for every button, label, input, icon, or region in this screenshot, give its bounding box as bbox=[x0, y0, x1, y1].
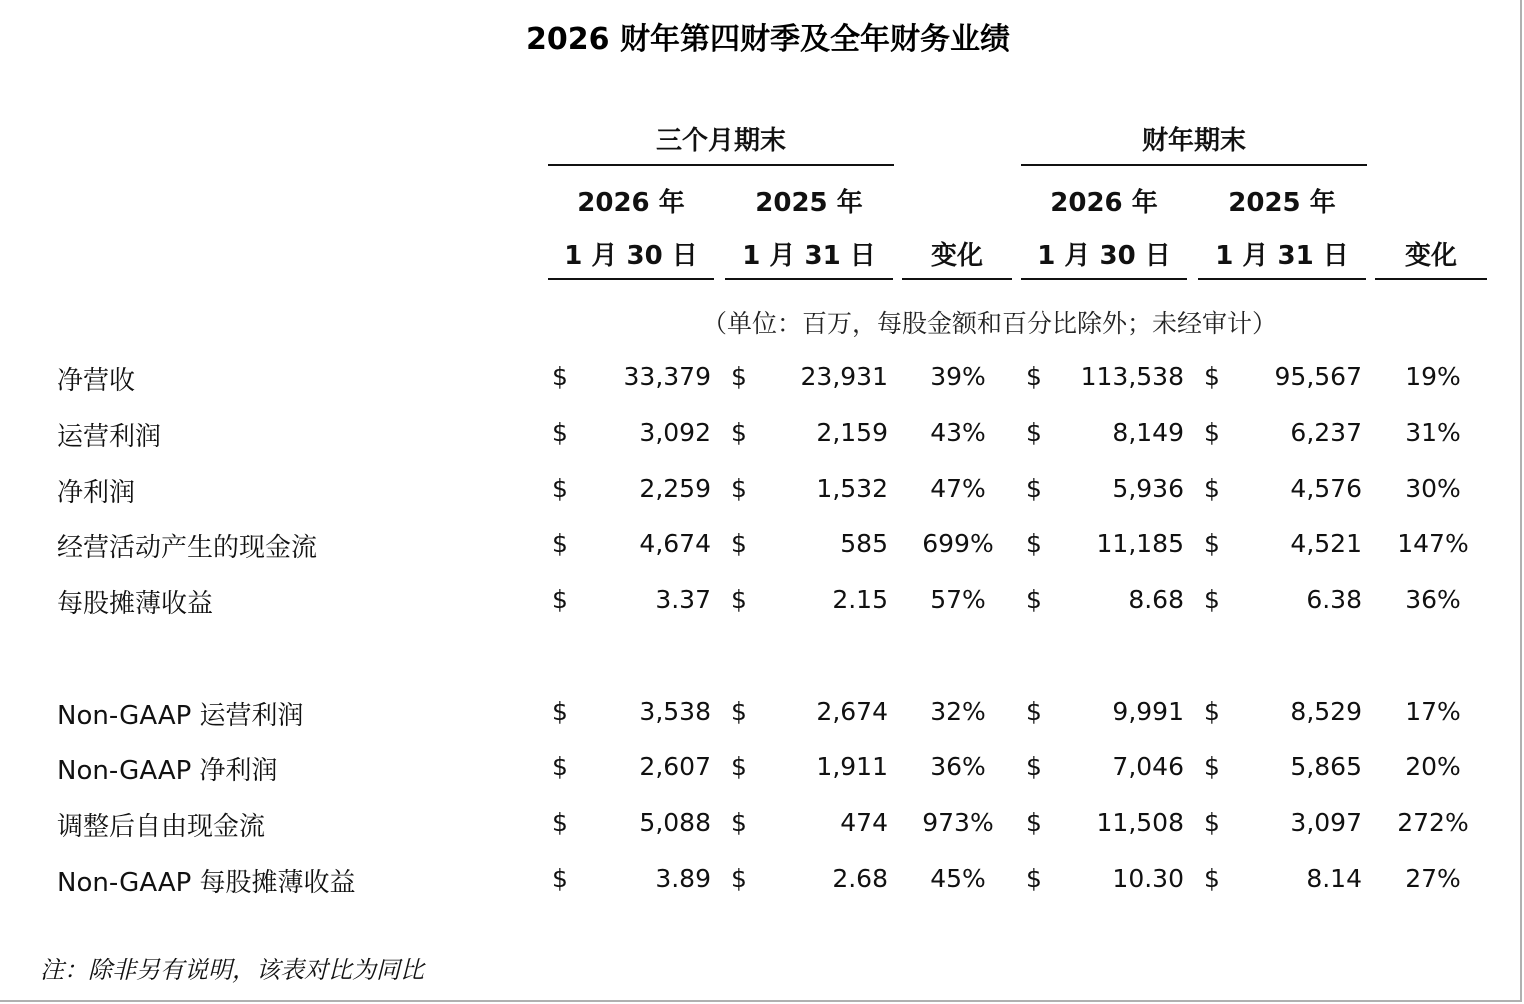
col-underline-fy2026 bbox=[1021, 278, 1187, 280]
q2026-dollar: $ bbox=[552, 418, 568, 447]
col-header-q2025-year: 2025 年 bbox=[755, 188, 863, 218]
q2025-dollar: $ bbox=[731, 864, 747, 893]
col-underline-fy2025 bbox=[1198, 278, 1366, 280]
col-header-fy2025-year: 2025 年 bbox=[1228, 188, 1336, 218]
fy2025-value: 4,576 bbox=[1290, 474, 1362, 503]
fy2026-dollar: $ bbox=[1026, 585, 1042, 614]
q-change-value: 973% bbox=[922, 808, 994, 837]
fy-change-value: 147% bbox=[1397, 529, 1469, 558]
q2025-dollar: $ bbox=[731, 529, 747, 558]
q2026-dollar: $ bbox=[552, 697, 568, 726]
q2025-value: 2,674 bbox=[816, 697, 888, 726]
fy2026-dollar: $ bbox=[1026, 864, 1042, 893]
row-label: Non-GAAP 运营利润 bbox=[57, 701, 304, 731]
col-header-q2026-date: 1 月 30 日 bbox=[564, 241, 698, 271]
fy-change-value: 272% bbox=[1397, 808, 1469, 837]
fy2025-dollar: $ bbox=[1204, 418, 1220, 447]
fy2026-value: 7,046 bbox=[1112, 752, 1184, 781]
q2025-value: 23,931 bbox=[800, 362, 888, 391]
unit-note: （单位：百万，每股金额和百分比除外；未经审计） bbox=[702, 309, 1278, 338]
col-header-fy2026-date: 1 月 30 日 bbox=[1037, 241, 1171, 271]
q2026-dollar: $ bbox=[552, 474, 568, 503]
row-label: 运营利润 bbox=[57, 422, 162, 452]
page-title: 2026 财年第四财季及全年财务业绩 bbox=[526, 22, 1010, 57]
q2025-dollar: $ bbox=[731, 697, 747, 726]
col-header-fy2026-year: 2026 年 bbox=[1050, 188, 1158, 218]
col-header-q2026-year: 2026 年 bbox=[577, 188, 685, 218]
col-header-fy2025-date: 1 月 31 日 bbox=[1215, 241, 1349, 271]
q2026-dollar: $ bbox=[552, 808, 568, 837]
group-header-fiscal-year: 财年期末 bbox=[1141, 126, 1246, 156]
col-underline-fy-change bbox=[1375, 278, 1487, 280]
q2025-dollar: $ bbox=[731, 362, 747, 391]
q2026-value: 3.37 bbox=[655, 585, 711, 614]
row-label: Non-GAAP 净利润 bbox=[57, 756, 278, 786]
fy2025-value: 4,521 bbox=[1290, 529, 1362, 558]
fy2025-dollar: $ bbox=[1204, 808, 1220, 837]
fy-change-value: 30% bbox=[1405, 474, 1461, 503]
q2025-dollar: $ bbox=[731, 474, 747, 503]
q2025-dollar: $ bbox=[731, 808, 747, 837]
q2025-value: 2,159 bbox=[816, 418, 888, 447]
fy2026-value: 11,185 bbox=[1096, 529, 1184, 558]
q2026-value: 2,607 bbox=[639, 752, 711, 781]
q2025-value: 474 bbox=[840, 808, 888, 837]
fy2026-value: 5,936 bbox=[1112, 474, 1184, 503]
fy2026-value: 10.30 bbox=[1112, 864, 1184, 893]
fy2026-dollar: $ bbox=[1026, 362, 1042, 391]
fy2025-dollar: $ bbox=[1204, 585, 1220, 614]
fy2025-value: 3,097 bbox=[1290, 808, 1362, 837]
fy2025-value: 8.14 bbox=[1306, 864, 1362, 893]
q2026-value: 33,379 bbox=[623, 362, 711, 391]
col-underline-q2026 bbox=[548, 278, 714, 280]
fy2025-dollar: $ bbox=[1204, 529, 1220, 558]
q2025-value: 1,911 bbox=[816, 752, 888, 781]
q2026-value: 2,259 bbox=[639, 474, 711, 503]
row-label: 净利润 bbox=[57, 478, 136, 508]
fy2026-dollar: $ bbox=[1026, 418, 1042, 447]
q2026-value: 3.89 bbox=[655, 864, 711, 893]
fy-change-value: 20% bbox=[1405, 752, 1461, 781]
q2025-value: 1,532 bbox=[816, 474, 888, 503]
fy2026-value: 11,508 bbox=[1096, 808, 1184, 837]
q2025-dollar: $ bbox=[731, 752, 747, 781]
fy-change-value: 36% bbox=[1405, 585, 1461, 614]
q2026-dollar: $ bbox=[552, 362, 568, 391]
group-underline-fiscal-year bbox=[1021, 164, 1367, 166]
q-change-value: 47% bbox=[930, 474, 986, 503]
fy2025-dollar: $ bbox=[1204, 474, 1220, 503]
fy2026-value: 9,991 bbox=[1112, 697, 1184, 726]
fy2025-dollar: $ bbox=[1204, 362, 1220, 391]
fy2026-value: 8.68 bbox=[1128, 585, 1184, 614]
fy2026-dollar: $ bbox=[1026, 474, 1042, 503]
q2026-dollar: $ bbox=[552, 864, 568, 893]
footnote: 注：除非另有说明，该表对比为同比 bbox=[40, 956, 424, 984]
col-underline-q-change bbox=[902, 278, 1012, 280]
col-header-q-change: 变化 bbox=[930, 241, 983, 271]
row-label: 调整后自由现金流 bbox=[57, 812, 266, 842]
q-change-value: 57% bbox=[930, 585, 986, 614]
fy2026-dollar: $ bbox=[1026, 697, 1042, 726]
fy-change-value: 19% bbox=[1405, 362, 1461, 391]
q-change-value: 43% bbox=[930, 418, 986, 447]
fy-change-value: 17% bbox=[1405, 697, 1461, 726]
fy2026-dollar: $ bbox=[1026, 752, 1042, 781]
col-header-fy-change: 变化 bbox=[1404, 241, 1457, 271]
q2026-value: 5,088 bbox=[639, 808, 711, 837]
fy2026-dollar: $ bbox=[1026, 529, 1042, 558]
q2025-value: 2.68 bbox=[832, 864, 888, 893]
col-underline-q2025 bbox=[725, 278, 893, 280]
row-label: Non-GAAP 每股摊薄收益 bbox=[57, 868, 356, 898]
fy2026-dollar: $ bbox=[1026, 808, 1042, 837]
group-underline-three-months bbox=[548, 164, 894, 166]
q-change-value: 32% bbox=[930, 697, 986, 726]
col-header-q2025-date: 1 月 31 日 bbox=[742, 241, 876, 271]
fy2025-dollar: $ bbox=[1204, 697, 1220, 726]
row-label: 经营活动产生的现金流 bbox=[57, 533, 318, 563]
fy2025-value: 8,529 bbox=[1290, 697, 1362, 726]
fy2025-value: 95,567 bbox=[1274, 362, 1362, 391]
q-change-value: 45% bbox=[930, 864, 986, 893]
fy-change-value: 31% bbox=[1405, 418, 1461, 447]
fy2026-value: 113,538 bbox=[1080, 362, 1184, 391]
q2025-dollar: $ bbox=[731, 585, 747, 614]
q2026-value: 3,538 bbox=[639, 697, 711, 726]
q2026-value: 4,674 bbox=[639, 529, 711, 558]
row-label: 每股摊薄收益 bbox=[57, 589, 214, 619]
q2026-dollar: $ bbox=[552, 752, 568, 781]
fy2025-dollar: $ bbox=[1204, 752, 1220, 781]
fy2025-value: 6.38 bbox=[1306, 585, 1362, 614]
fy2026-value: 8,149 bbox=[1112, 418, 1184, 447]
fy-change-value: 27% bbox=[1405, 864, 1461, 893]
group-header-three-months: 三个月期末 bbox=[655, 126, 786, 156]
q2025-value: 585 bbox=[840, 529, 888, 558]
q-change-value: 39% bbox=[930, 362, 986, 391]
fy2025-dollar: $ bbox=[1204, 864, 1220, 893]
fy2025-value: 6,237 bbox=[1290, 418, 1362, 447]
q2026-value: 3,092 bbox=[639, 418, 711, 447]
row-label: 净营收 bbox=[57, 366, 136, 396]
q-change-value: 36% bbox=[930, 752, 986, 781]
q2025-dollar: $ bbox=[731, 418, 747, 447]
q2025-value: 2.15 bbox=[832, 585, 888, 614]
q-change-value: 699% bbox=[922, 529, 994, 558]
q2026-dollar: $ bbox=[552, 529, 568, 558]
fy2025-value: 5,865 bbox=[1290, 752, 1362, 781]
q2026-dollar: $ bbox=[552, 585, 568, 614]
